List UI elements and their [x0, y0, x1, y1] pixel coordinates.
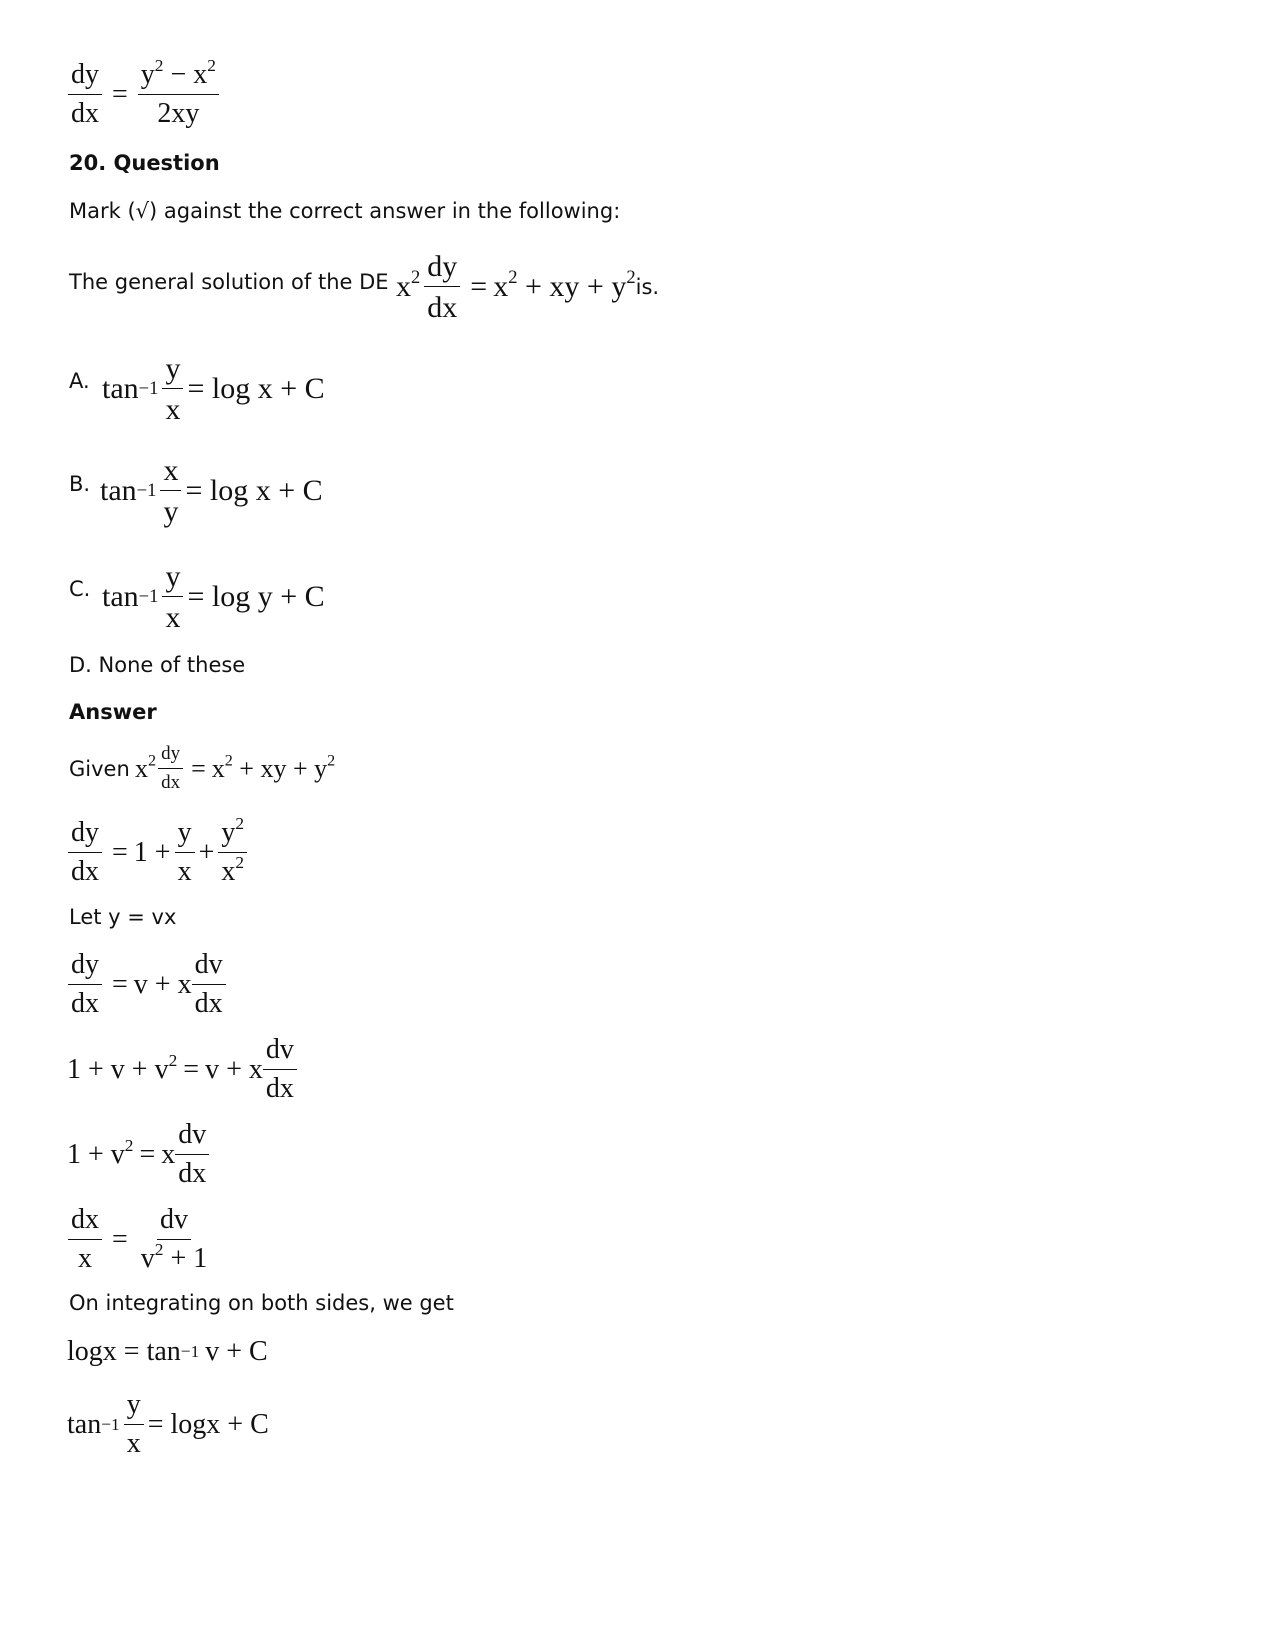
fraction-y2-over-x2: $\frac{y^2}{x^2}$: [218, 818, 247, 888]
option-c-equation[interactable]: tan −1 $\frac{y}{x}$ = log y + C: [102, 560, 325, 634]
fraction-y-over-x: $\frac{y}{x}$: [124, 1390, 144, 1460]
fraction-dy-dx: $\frac{dy}{dx}$: [68, 950, 102, 1020]
option-a-equation[interactable]: tan −1 $\frac{y}{x}$ = log x + C: [102, 352, 325, 426]
fraction-y-over-x: $\frac{y}{x}$: [162, 352, 183, 426]
fraction-dv-dx: $\frac{dv}{dx}$: [175, 1120, 209, 1190]
fraction-dx-over-x: $\frac{dx}{x}$: [68, 1205, 102, 1275]
fraction-dy-dx: $\frac{dy}{dx}$: [158, 744, 183, 794]
prompt-equation: $x^2$ $\frac{dy}{dx}$ = $x^2$ + xy + $y^2$ is.: [396, 250, 660, 324]
question-instruction: Mark (√) against the correct answer in the following:: [69, 199, 621, 223]
fraction-dy-dx: $\frac{dy}{dx}$: [424, 250, 460, 324]
option-d[interactable]: D. None of these: [69, 653, 246, 677]
let-substitution: Let y = vx: [69, 905, 177, 929]
fraction-dy-dx: $\frac{dy}{dx}$: [68, 818, 102, 888]
question-prompt: The general solution of the DE: [69, 270, 389, 294]
given-equation: $x^2$ $\frac{dy}{dx}$ = $x^2$ + xy + $y^2$: [135, 743, 336, 793]
final-answer: tan −1 $\frac{y}{x}$ = logx + C: [67, 1389, 269, 1459]
fraction-dv-dx: $\frac{dv}{dx}$: [192, 950, 226, 1020]
answer-heading: Answer: [69, 700, 157, 724]
step-dydx-expansion: $\frac{dy}{dx}$ = 1 + $\frac{y}{x}$ + $\frac{y^2}{x^2}$: [64, 818, 251, 888]
option-b-label[interactable]: B.: [69, 472, 91, 496]
step-separate: $\frac{dx}{x}$ = $\frac{dv}{v^2 + 1}$: [64, 1205, 214, 1275]
fraction-y-over-x: $\frac{y}{x}$: [162, 560, 183, 634]
given-label: Given: [69, 757, 130, 781]
question-heading: 20. Question: [69, 151, 220, 175]
step-simplify: $1 + v^2$ = x $\frac{dv}{dx}$: [67, 1120, 213, 1190]
fraction-dv-dx: $\frac{dv}{dx}$: [263, 1035, 297, 1105]
fraction-y2-minus-x2: $\frac{y^2 - x^2}{2xy}$: [138, 60, 219, 130]
integrate-text: On integrating on both sides, we get: [69, 1291, 454, 1315]
step-equate: $1 + v + v^2$ = v + x $\frac{dv}{dx}$: [67, 1035, 301, 1105]
step-substitution: $\frac{dy}{dx}$ = v + x $\frac{dv}{dx}$: [64, 950, 230, 1020]
fraction-y-over-x: $\frac{y}{x}$: [175, 818, 195, 888]
fraction-x-over-y: $\frac{x}{y}$: [160, 454, 181, 528]
fraction-dv-over-v2-plus-1: $\frac{dv}{v^2 + 1}$: [140, 1204, 208, 1274]
prompt-suffix: is.: [635, 274, 660, 299]
option-a-label[interactable]: A.: [69, 369, 90, 393]
step-integrated: logx = tan −1 v + C: [67, 1336, 268, 1367]
option-c-label[interactable]: C.: [69, 577, 91, 601]
top-equation: $\frac{dy}{dx}$ = $\frac{y^2 - x^2}{2xy}$: [64, 60, 223, 130]
fraction-dy-dx: $\frac{dy}{dx}$: [68, 60, 102, 130]
option-b-equation[interactable]: tan −1 $\frac{x}{y}$ = log x + C: [100, 454, 323, 528]
